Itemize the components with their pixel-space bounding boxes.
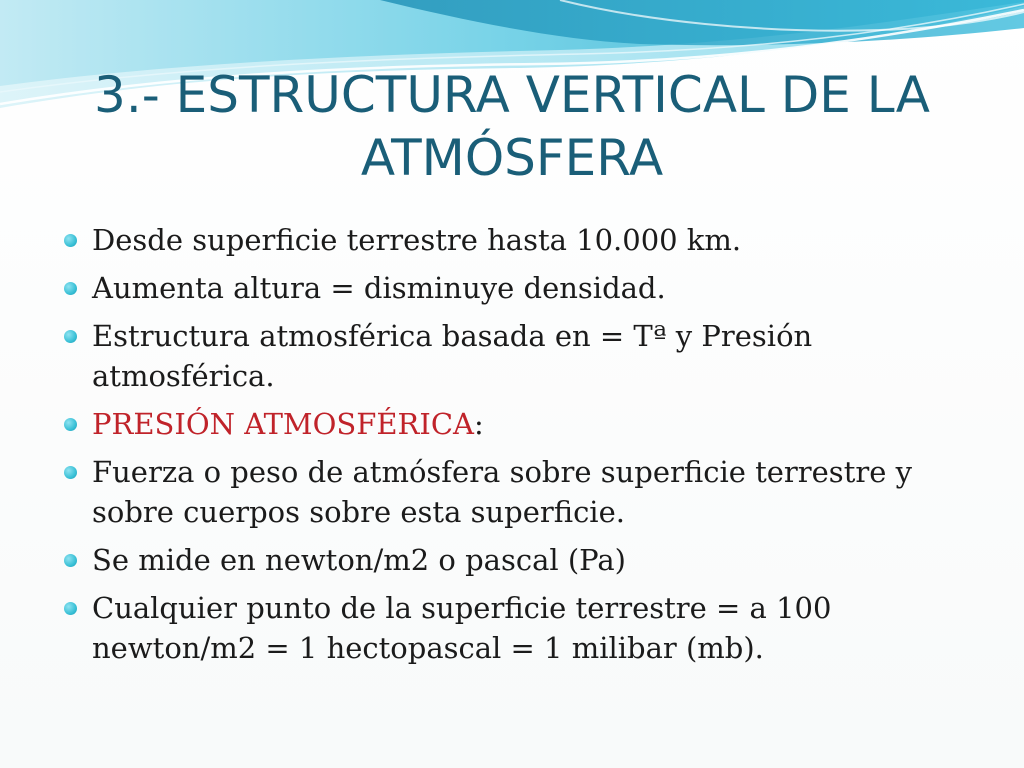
- bullet-highlight-suffix: :: [473, 407, 484, 441]
- bullet-item: [64, 220, 964, 260]
- bullet-text: Estructura atmosférica basada en = Tª y Presión atmosférica.: [92, 319, 813, 393]
- bullet-text: Fuerza o peso de atmósfera sobre superficie terrestre y sobre cuerpos sobre esta superficie.: [92, 455, 912, 529]
- slide-title: [40, 64, 984, 190]
- bullet-item-highlight: [64, 404, 964, 444]
- bullet-item: [64, 452, 964, 532]
- circle-bullet-icon: [64, 330, 77, 343]
- circle-bullet-icon: [64, 466, 77, 479]
- bullet-list: [64, 220, 964, 676]
- circle-bullet-icon: [64, 282, 77, 295]
- bullet-text: Cualquier punto de la superficie terrestre = a 100 newton/m2 = 1 hectopascal = 1 milibar (mb).: [92, 591, 832, 665]
- bullet-item: [64, 316, 964, 396]
- circle-bullet-icon: [64, 554, 77, 567]
- slide-title-line-2: ATMÓSFERA: [360, 129, 664, 187]
- bullet-item: [64, 588, 964, 668]
- bullet-text: Aumenta altura = disminuye densidad.: [92, 271, 666, 305]
- circle-bullet-icon: [64, 602, 77, 615]
- bullet-item: [64, 268, 964, 308]
- slide-title-line-1: 3.- ESTRUCTURA VERTICAL DE LA: [94, 66, 930, 124]
- bullet-text: Desde superficie terrestre hasta 10.000 km.: [92, 223, 742, 257]
- bullet-highlight-text: PRESIÓN ATMOSFÉRICA: [92, 407, 474, 441]
- circle-bullet-icon: [64, 418, 77, 431]
- bullet-item: [64, 540, 964, 580]
- circle-bullet-icon: [64, 234, 77, 247]
- bullet-text: Se mide en newton/m2 o pascal (Pa): [92, 543, 626, 577]
